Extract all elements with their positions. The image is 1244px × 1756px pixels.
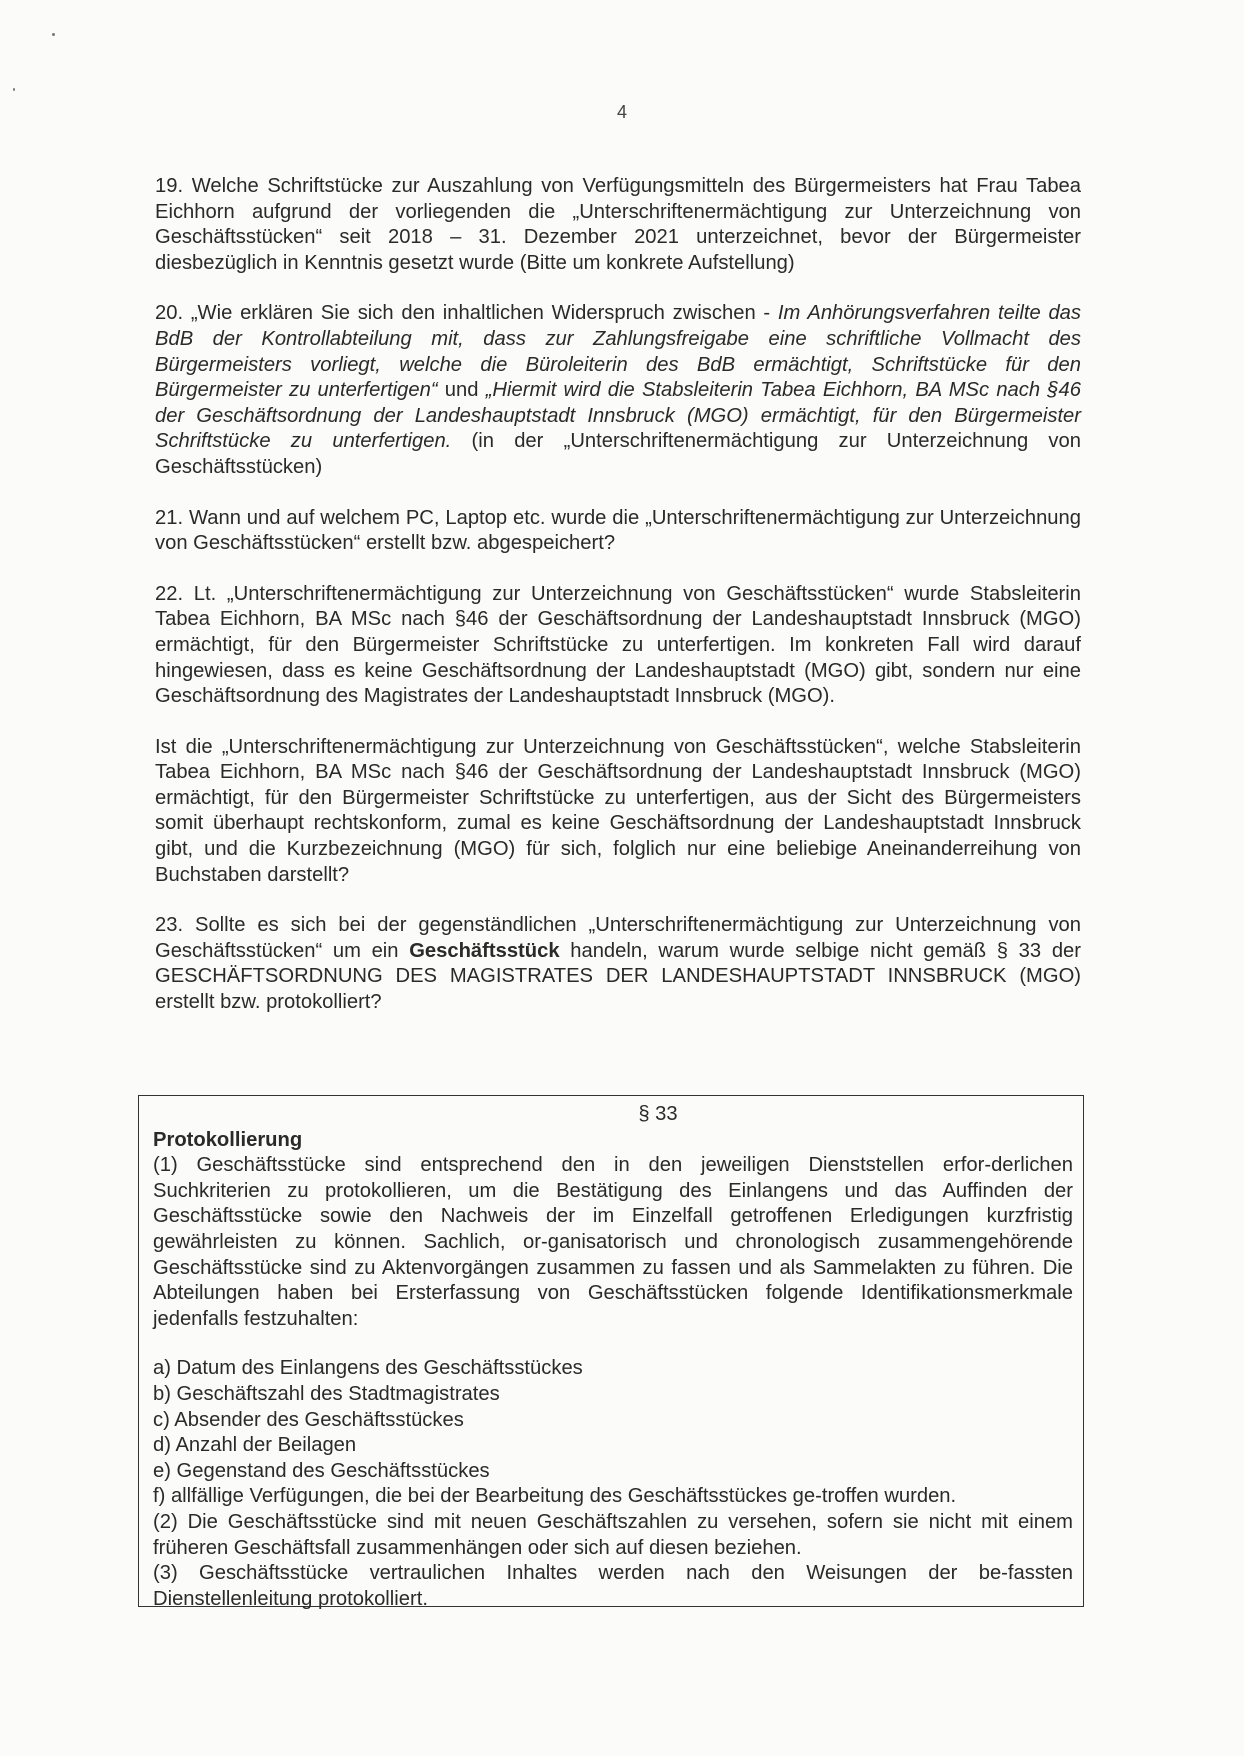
list-item: e) Gegenstand des Geschäftsstückes <box>153 1459 490 1482</box>
section-paragraph-2: (2) Die Geschäftsstücke sind mit neuen Geschäftszahlen zu versehen, sofern sie nicht mit einem früheren Geschäftsfall zusammenhängen oder sich auf diesen beziehen. <box>153 1510 1073 1559</box>
question-19: 19. Welche Schriftstücke zur Auszahlung von Verfügungsmitteln des Bürgermeisters hat Frau Tabea Eichhorn aufgrund der vorliegenden die „Unterschriftenermächtigung zur Unterzeichnung von Geschäftsstücken“ seit 2018 – 31. Dezember 2021 unterzeichnet, bevor der Bürgermeister diesbezüglich in Kenntnis gesetzt wurde (Bitte um konkrete Aufstellung) <box>155 175 1081 274</box>
question-20-quote-2: „Hiermit wird die Stabsleiterin Tabea Eichhorn, BA MSc nach §46 der Geschäftsordnung der Landeshauptstadt Innsbruck (MGO) ermächtigt, für den Bürgermeister Schriftstücke zu unterfertigen. <box>155 379 1081 453</box>
question-22-continuation: Ist die „Unterschriftenermächtigung zur Unterzeichnung von Geschäftsstücken“, welche Stabsleiterin Tabea Eichhorn, BA MSc nach §46 der Geschäftsordnung der Landeshauptstadt Innsbruck (MGO) ermächtigt, für den Bürgermeister Schriftstücke zu unterfertigen, aus der Sicht des Bürgermeisters somit überhaupt rechtskonform, zumal es keine Geschäftsordnung der Landeshauptstadt Innsbruck gibt, und die Kurzbezeichnung (MGO) für sich, folglich nur eine beliebige Aneinanderreihung von Buchstaben darstellt? <box>155 735 1081 886</box>
section-paragraph-1: (1) Geschäftsstücke sind entsprechend den in den jeweiligen Dienststellen erfor-derlichen Suchkriterien zu protokollieren, um die Bestätigung des Einlangens und das Auffinden der Geschäftsstücke sowie den Nachweis der im Einzelfall getroffenen Erledigungen kurzfristig gewährleisten zu können. Sachlich, or-ganisatorisch und chronologisch zusammengehörende Geschäftsstücke sind zu Aktenvorgängen zusammen zu fassen und als Sammelakten zu führen. Die Abteilungen haben bei Ersterfassung von Geschäftsstücken folgende Identifikationsmerkmale jedenfalls festzuhalten: <box>153 1154 1073 1330</box>
page-number: 4 <box>616 102 627 122</box>
question-21: 21. Wann und auf welchem PC, Laptop etc. wurde die „Unterschriftenermächtigung zur Unterzeichnung von Geschäftsstücken“ erstellt bzw. abgespeichert? <box>155 506 1081 555</box>
identification-list <box>153 1356 1073 1510</box>
scan-speck <box>13 88 15 91</box>
list-item: f) allfällige Verfügungen, die bei der Bearbeitung des Geschäftsstückes ge-troffen wurden. <box>153 1485 957 1508</box>
document-body <box>155 174 1081 1041</box>
question-22: 22. Lt. „Unterschriftenermächtigung zur Unterzeichnung von Geschäftsstücken“ wurde Stabsleiterin Tabea Eichhorn, BA MSc nach §46 der Geschäftsordnung der Landeshauptstadt Innsbruck (MGO) ermächtigt, für den Bürgermeister Schriftstücke zu unterfertigen. Im konkreten Fall wird darauf hingewiesen, dass es keine Geschäftsordnung der Landeshauptstadt (MGO) gibt, sondern nur eine Geschäftsordnung des Magistrates der Landeshauptstadt Innsbruck (MGO). <box>155 582 1081 708</box>
regulation-excerpt-box <box>138 1095 1084 1610</box>
question-20-and: und <box>437 379 486 402</box>
question-20-intro: 20. „Wie erklären Sie sich den inhaltlichen Widerspruch zwischen - <box>155 302 778 325</box>
section-number: § 33 <box>638 1103 678 1125</box>
list-item: a) Datum des Einlangens des Geschäftsstückes <box>153 1357 583 1380</box>
question-23-tail: handeln, warum wurde selbige nicht gemäß § 33 der GESCHÄFTSORDNUNG DES MAGISTRATES DER LANDESHAUPTSTADT INNSBRUCK (MGO) erstellt bzw. protokolliert? <box>155 939 1081 1014</box>
list-item: d) Anzahl der Beilagen <box>153 1434 357 1457</box>
question-20-quote-1: Im Anhörungsverfahren teilte das BdB der Kontrollabteilung mit, dass zur Zahlungsfreigabe eine schriftliche Vollmacht des Bürgermeisters vorliegt, welche die Büroleiterin des BdB ermächtigt, Schriftstücke für den Bürgermeister zu unterfertigen“ <box>155 302 1081 402</box>
question-20-tail: (in der „Unterschriftenermächtigung zur Unterzeichnung von Geschäftsstücken) <box>155 430 1081 478</box>
question-23-bold-term: Geschäftsstück <box>409 939 560 962</box>
section-heading: Protokollierung <box>153 1128 303 1151</box>
question-23-intro: 23. Sollte es sich bei der gegenständlichen „Unterschriftenermächtigung zur Unterzeichnung von Geschäftsstücken“ um ein <box>155 914 1081 962</box>
question-20 <box>155 301 1081 480</box>
spacer <box>153 1332 1073 1356</box>
question-23 <box>155 913 1081 1015</box>
list-item: c) Absender des Geschäftsstückes <box>153 1408 464 1431</box>
section-paragraph-3: (3) Geschäftsstücke vertraulichen Inhaltes werden nach den Weisungen der be-fassten Dienstellenleitung protokolliert. <box>153 1562 1073 1610</box>
list-item: b) Geschäftszahl des Stadtmagistrates <box>153 1382 500 1405</box>
scan-speck <box>52 33 55 36</box>
